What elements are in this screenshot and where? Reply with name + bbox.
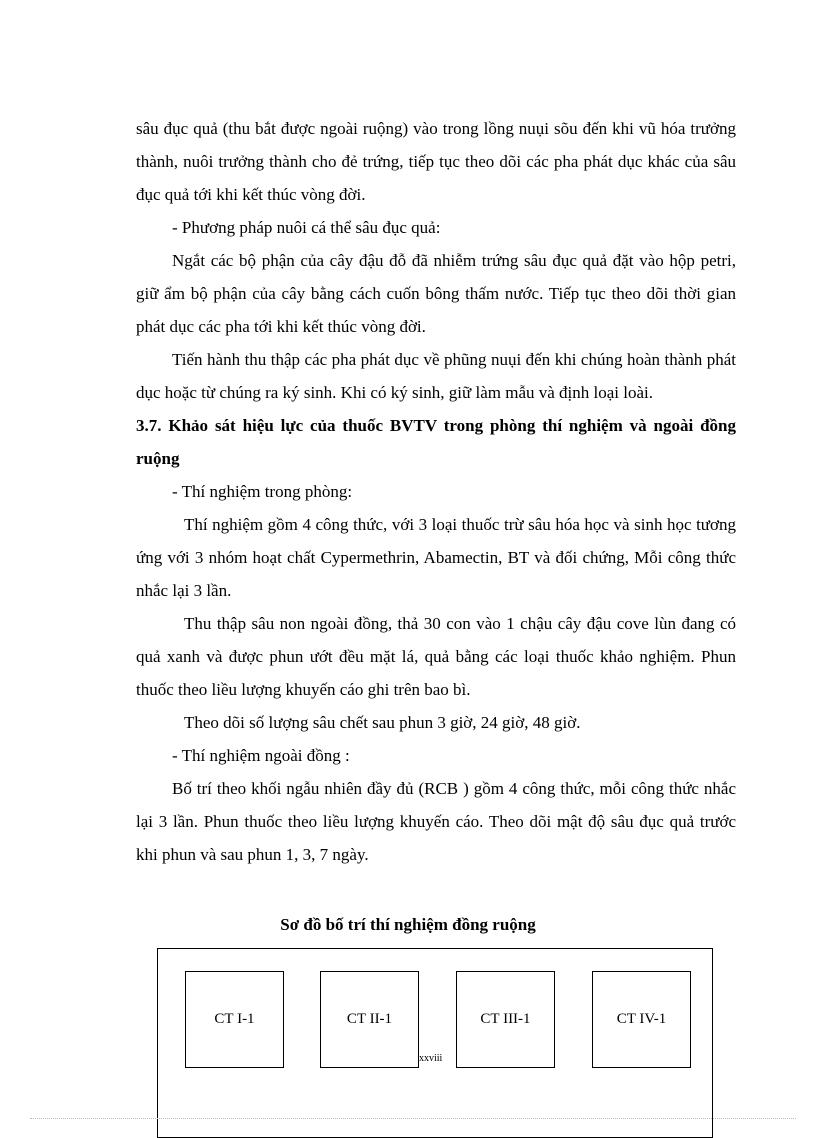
section-heading-3-7: 3.7. Khảo sát hiệu lực của thuốc BVTV trong phòng thí nghiệm và ngoài đồng ruộng: [136, 416, 736, 468]
page-number: xxviii: [419, 1053, 443, 1064]
paragraph-individual-rearing-method: - Phương pháp nuôi cá thể sâu đục quả:: [172, 218, 441, 237]
paragraph-larvae-collection: Thu thập sâu non ngoài đồng, thả 30 con vào 1 chậu cây đậu cove lùn đang có quả xanh và được phun ướt đều mặt lá, quả bằng các loại thuốc khảo nghiệm. Phun thuốc theo liều lượng khuyến cáo ghi trên bao bì.: [136, 614, 736, 699]
plot-ct-iv-1: CT IV-1: [592, 971, 691, 1068]
paragraph-lab-formulas: Thí nghiệm gồm 4 công thức, với 3 loại thuốc trừ sâu hóa học và sinh học tương ứng với 3 nhóm hoạt chất Cypermethrin, Abamectin, BT và đối chứng, Mỗi công thức nhắc lại 3 lần.: [136, 515, 736, 600]
body-text: [136, 112, 736, 871]
plot-ct-i-1: CT I-1: [185, 971, 284, 1068]
plot-ct-ii-1: CT II-1: [320, 971, 419, 1068]
paragraph-parasite-collection: Tiến hành thu thập các pha phát dục về phũng nuụi đến khi chúng hoàn thành phát dục hoặc từ chúng ra ký sinh. Khi có ký sinh, giữ làm mẫu và định loại loài.: [136, 350, 736, 402]
diagram-title: Sơ đồ bố trí thí nghiệm đồng ruộng: [280, 915, 536, 934]
paragraph-petri-dish: Ngắt các bộ phận của cây đậu đỗ đã nhiễm trứng sâu đục quả đặt vào hộp petri, giữ ẩm bộ phận của cây bằng cách cuốn bông thấm nước. Tiếp tục theo dõi thời gian phát dục các pha tới khi kết thúc vòng đời.: [136, 251, 736, 336]
paragraph-field-experiment: - Thí nghiệm ngoài đồng :: [172, 746, 350, 765]
paragraph-rearing-continuation: sâu đục quả (thu bắt được ngoài ruộng) vào trong lồng nuụi sõu đến khi vũ hóa trưởng thành, nuôi trưởng thành cho đẻ trứng, tiếp tục theo dõi các pha phát dục khác của sâu đục quả tới khi kết thúc vòng đời.: [136, 119, 736, 204]
paragraph-mortality-monitoring: Theo dõi số lượng sâu chết sau phun 3 giờ, 24 giờ, 48 giờ.: [184, 713, 581, 732]
plot-ct-iii-1: CT III-1: [456, 971, 555, 1068]
page-bottom-divider: [30, 1118, 796, 1119]
paragraph-rcb-design: Bố trí theo khối ngẫu nhiên đầy đủ (RCB ) gồm 4 công thức, mỗi công thức nhắc lại 3 lần. Phun thuốc theo liều lượng khuyến cáo. Theo dõi mật độ sâu đục quả trước khi phun và sau phun 1, 3, 7 ngày.: [136, 779, 736, 864]
paragraph-lab-experiment: - Thí nghiệm trong phòng:: [172, 482, 353, 501]
